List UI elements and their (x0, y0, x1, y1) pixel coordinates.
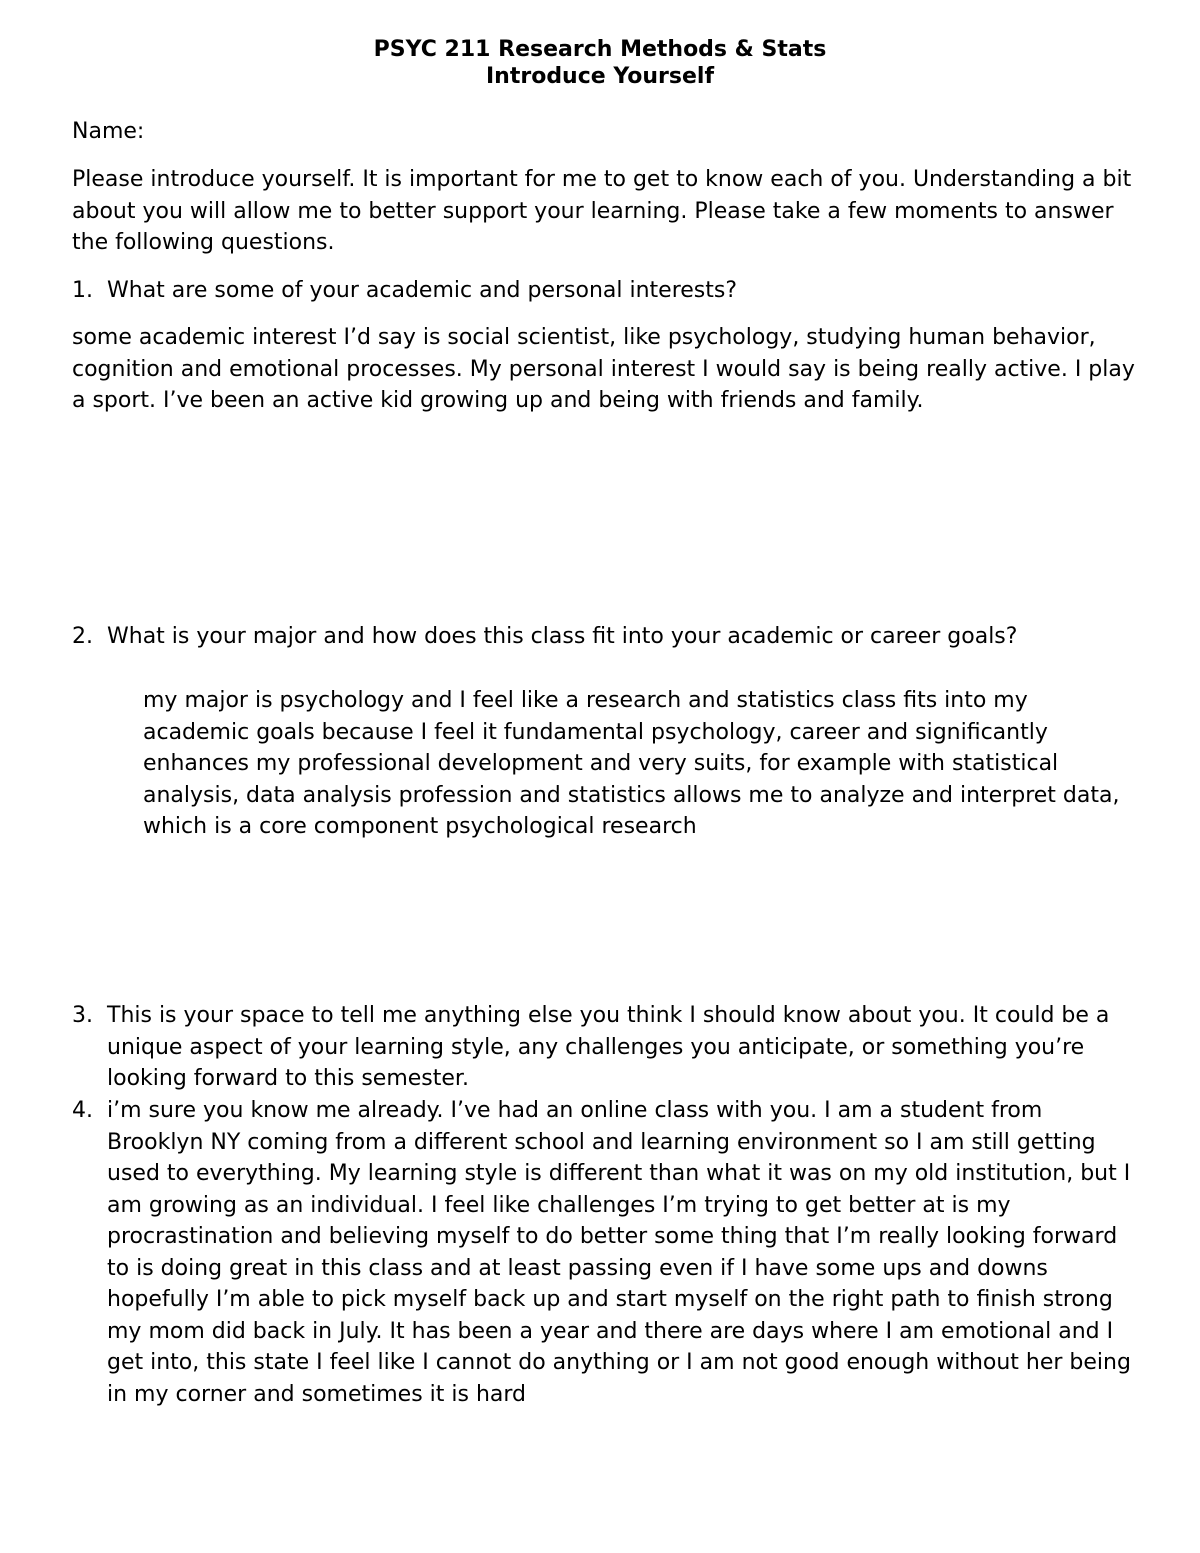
question-number: 3. (72, 1003, 93, 1028)
answer-1: some academic interest I’d say is social scientist, like psychology, studying human behavior, cognition and emotional processes. My personal interest I would say is being really active. I play a sport. I’ve been an active kid growing up and being with friends and family. (72, 325, 1135, 413)
question-number: 2. (72, 624, 93, 649)
name-label: Name: (72, 119, 145, 144)
document-subtitle: Introduce Yourself (485, 64, 715, 89)
intro-paragraph: Please introduce yourself. It is important for me to get to know each of you. Understanding a bit about you will allow me to better support your learning. Please take a few moments to answer the following questions. (72, 167, 1132, 255)
question-text: What are some of your academic and personal interests? (107, 278, 738, 303)
course-title: PSYC 211 Research Methods & Stats (373, 37, 827, 62)
question-text: i’m sure you know me already. I’ve had an online class with you. I am a student from Brooklyn NY coming from a different school and learning environment so I am still getting used to everything. My learning style is different than what it was on my old institution, but I am growing as an individual. I feel like challenges I’m trying to get better at is my procrastination and believing myself to do better some thing that I’m really looking forward to is doing great in this class and at least passing even if I have some ups and downs hopefully I’m able to pick myself back up and start myself on the right path to finish strong my mom did back in July. It has been a year and there are days where I am emotional and I get into, this state I feel like I cannot do anything or I am not good enough without her being in my corner and sometimes it is hard (107, 1098, 1131, 1407)
question-number: 4. (72, 1098, 93, 1123)
question-text: What is your major and how does this class fit into your academic or career goals? (107, 624, 1018, 649)
question-number: 1. (72, 278, 93, 303)
question-text: This is your space to tell me anything else you think I should know about you. It could be a unique aspect of your learning style, any challenges you anticipate, or something you’re looking forward to this semester. (107, 1003, 1110, 1091)
answer-2: my major is psychology and I feel like a research and statistics class fits into my academic goals because I feel it fundamental psychology, career and significantly enhances my professional development and very suits, for example with statistical analysis, data analysis profession and statistics allows me to analyze and interpret data, which is a core component psychological research (143, 688, 1120, 839)
